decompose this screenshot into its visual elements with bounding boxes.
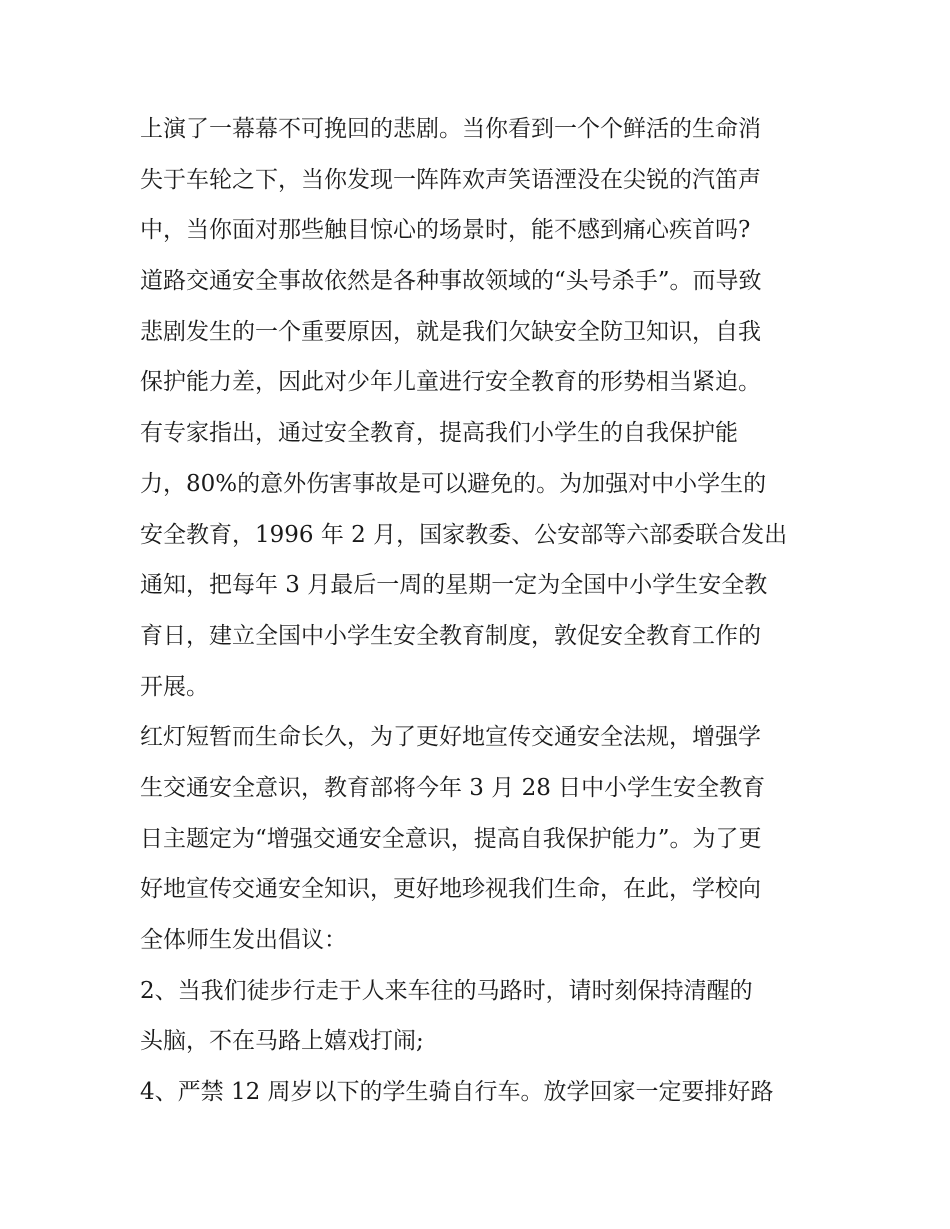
text-line-19: 头脑，不在马路上嬉戏打闹; [140,1028,424,1055]
text-line-1: 上演了一幕幕不可挽回的悲剧。当你看到一个个鲜活的生命消 [140,116,761,142]
text-line-5: 悲剧发生的一个重要原因，就是我们欠缺安全防卫知识，自我 [140,318,761,345]
text-line-15: 日主题定为“增强交通安全意识，提高自我保护能力”。为了更 [140,825,762,852]
text-line-6: 保护能力差，因此对少年儿童进行安全教育的形势相当紧迫。 [140,369,761,396]
document-body [140,104,820,1118]
text-line-2: 失于车轮之下，当你发现一阵阵欢声笑语湮没在尖锐的汽笛声 [140,166,761,193]
text-line-8: 力，80%的意外伤害事故是可以避免的。为加强对中小学生的 [140,470,767,497]
text-line-4: 道路交通安全事故依然是各种事故领域的“头号杀手”。而导致 [140,268,762,295]
text-line-11: 育日，建立全国中小学生安全教育制度，敦促安全教育工作的 [140,622,761,649]
text-line-16: 好地宣传交通安全知识，更好地珍视我们生命，在此，学校向 [140,876,761,903]
text-line-14: 生交通安全意识，教育部将今年 3 月 28 日中小学生安全教育 [140,774,766,801]
text-line-7: 有专家指出，通过安全教育，提高我们小学生的自我保护能 [140,420,738,447]
text-line-13: 红灯短暂而生命长久，为了更好地宣传交通安全法规，增强学 [140,724,761,751]
text-line-12: 开展。 [140,673,209,700]
text-line-10: 通知，把每年 3 月最后一周的星期一定为全国中小学生安全教 [140,572,768,599]
text-line-20: 4、严禁 12 周岁以下的学生骑自行车。放学回家一定要排好路 [140,1079,774,1106]
text-line-9: 安全教育，1996 年 2 月，国家教委、公安部等六部委联合发出 [140,521,788,548]
text-line-17: 全体师生发出倡议： [140,927,347,953]
text-line-18: 2、当我们徒步行走于人来车往的马路时，请时刻保持清醒的 [140,977,753,1004]
text-line-3: 中，当你面对那些触目惊心的场景时，能不感到痛心疾首吗? [140,217,751,244]
